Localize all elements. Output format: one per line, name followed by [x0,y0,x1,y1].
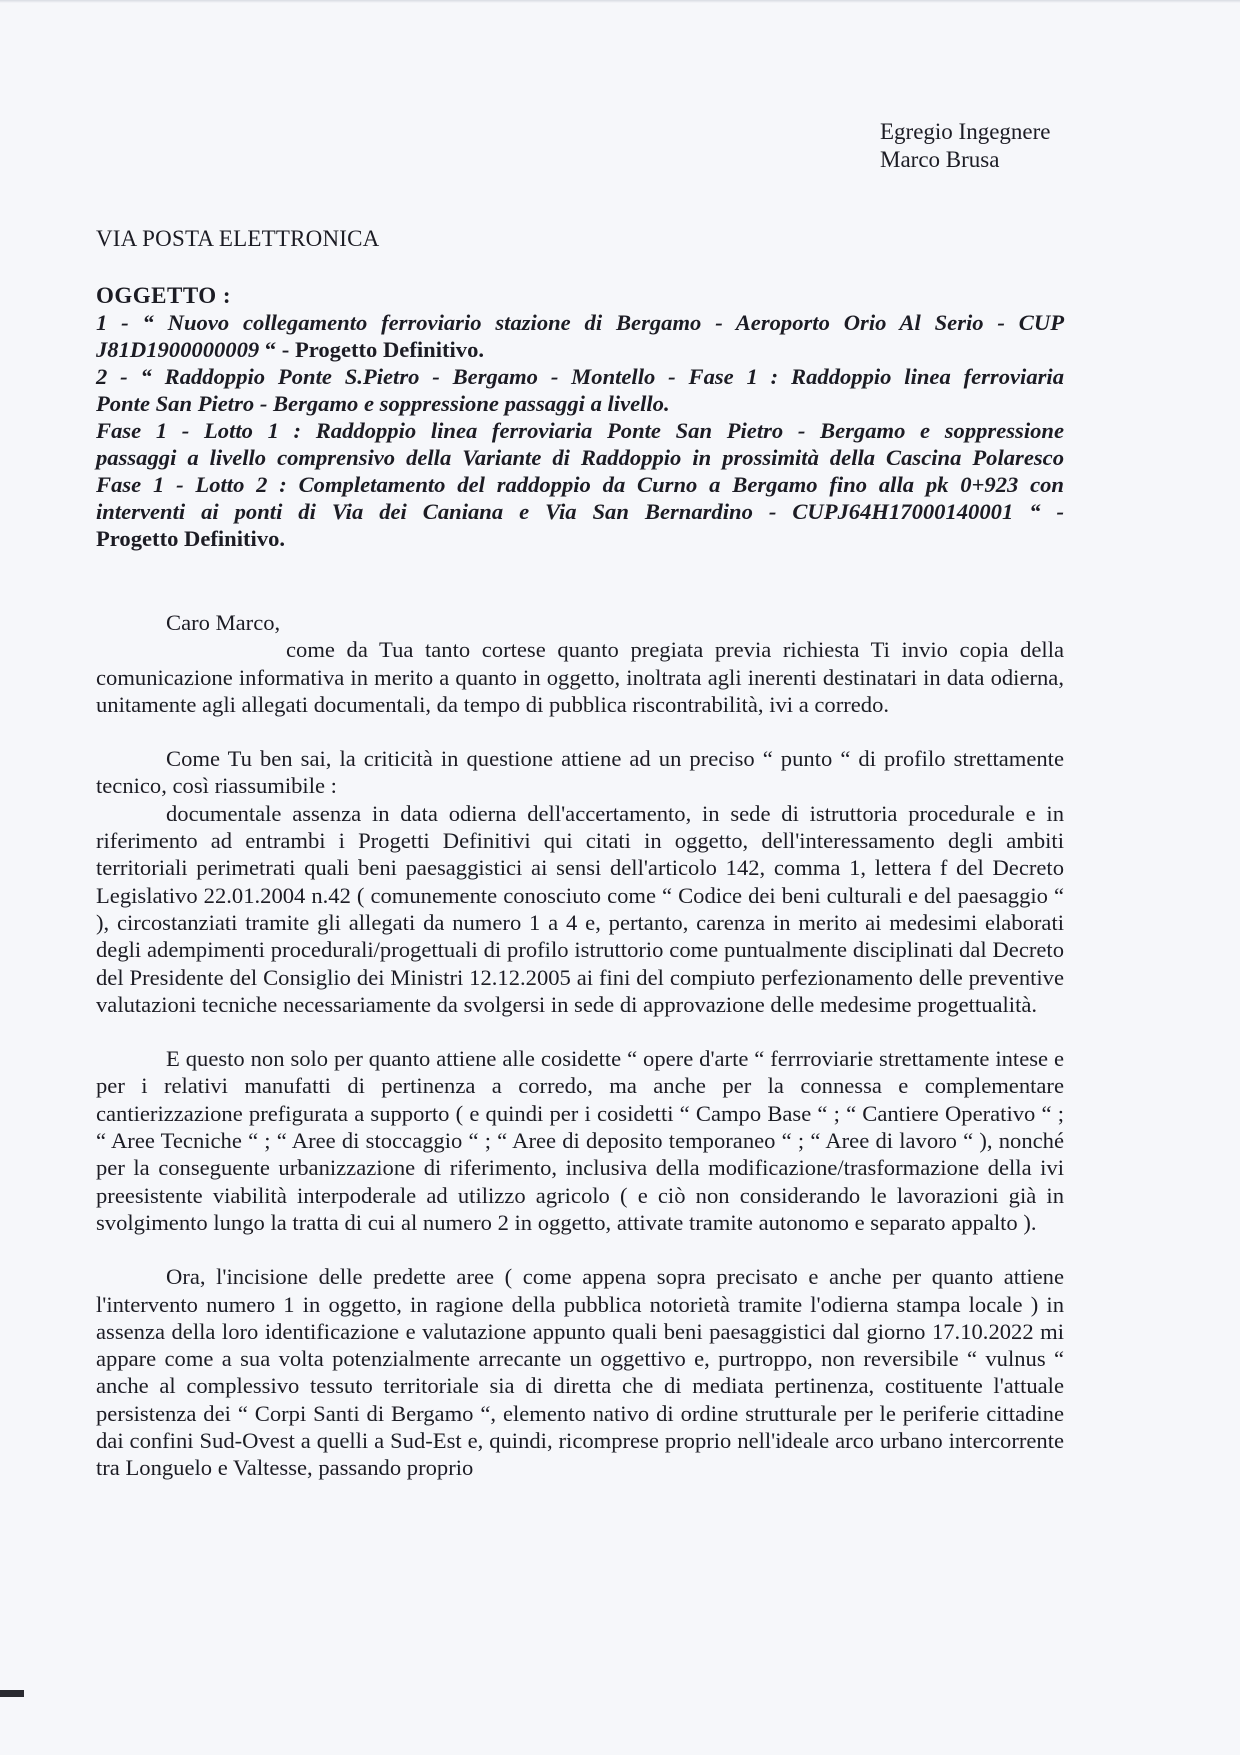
subject-heading: OGGETTO : [96,283,232,308]
letter-body [96,609,1064,1482]
delivery-channel: VIA POSTA ELETTRONICA [96,226,380,251]
subject-lotto1-line1: Fase 1 - Lotto 1 : Raddoppio linea ferroviaria Ponte San Pietro - Bergamo e soppressione [96,418,1064,443]
subject-item2-line1: 2 - “ Raddoppio Ponte S.Pietro - Bergamo - Montello - Fase 1 : Raddoppio linea ferroviaria [96,364,1064,389]
subject-lotto2-line1: Fase 1 - Lotto 2 : Completamento del raddoppio da Curno a Bergamo fino alla pk 0+923 con [96,472,1064,497]
subject-item1-line1: 1 - “ Nuovo collegamento ferroviario stazione di Bergamo - Aeroporto Orio Al Serio - CUP [96,310,1064,335]
paragraph-5: Ora, l'incisione delle predette aree ( come appena sopra precisato e anche per quanto attiene l'intervento numero 1 in oggetto, in ragione della pubblica notorietà tramite l'odierna stampa locale ) in assenza della loro identificazione e valutazione appunto quali beni paesaggistici dal giorno 17.10.2022 mi appare come a sua volta potenzialmente arrecante un oggettivo e, purtroppo, non reversibile “ vulnus “ anche al complessivo tessuto territoriale sia di diretta che di mediata pertinenza, costituente l'attuale persistenza dei “ Corpi Santi di Bergamo “, elemento nativo di ordine strutturale per le periferie cittadine dai confini Sud-Ovest a quelli a Sud-Est e, quindi, ricomprese proprio nell'ideale arco urbano intercorrente tra Longuelo e Valtesse, passando proprio [96,1264,1064,1481]
scan-edge [0,0,1240,3]
recipient-name: Marco Brusa [880,147,1000,172]
paragraph-2: Come Tu ben sai, la criticità in questione attiene ad un preciso “ punto “ di profilo strettamente tecnico, così riassumibile : [96,746,1064,799]
scan-mark [0,1690,24,1697]
paragraph-4: E questo non solo per quanto attiene alle cosidette “ opere d'arte “ ferrroviarie strettamente intese e per i relativi manufatti di pertinenza a corredo, ma anche per la connessa e complementare cantierizzazione prefigurata a supporto ( e quindi per i cosidetti “ Campo Base “ ; “ Cantiere Operativo “ ; “ Aree Tecniche “ ; “ Aree di stoccaggio “ ; “ Aree di deposito temporaneo “ ; “ Aree di lavoro “ ), nonché per la conseguente urbanizzazione di riferimento, inclusiva della modificazione/trasformazione della ivi preesistente viabilità interpoderale ad utilizzo agricolo ( e ciò non considerando le lavorazioni già in svolgimento lungo la tratta di cui al numero 2 in oggetto, attivate tramite autonomo e separato appalto ). [96,1046,1064,1235]
paragraph-3: documentale assenza in data odierna dell'accertamento, in sede di istruttoria procedurale e in riferimento ad entrambi i Progetti Definitivi qui citati in oggetto, dell'interessamento degli ambiti territoriali perimetrati quali beni paesaggistici ai sensi dell'articolo 142, comma 1, lettera f del Decreto Legislativo 22.01.2004 n.42 ( comunemente conosciuto come “ Codice dei beni culturali e del paesaggio “ ), circostanziati tramite gli allegati da numero 1 a 4 e, pertanto, carenza in merito ai medesimi elaborati degli adempimenti procedurali/progettuali di profilo istruttorio come puntualmente disciplinati dal Decreto del Presidente del Consiglio dei Ministri 12.12.2005 ai fini del compiuto perfezionamento delle preventive valutazioni tecniche necessariamente da svolgersi in sede di approvazione delle medesime progettualità. [96,800,1064,1017]
recipient-block [880,118,1051,174]
salutation: Caro Marco, [166,610,281,635]
subject-lotto1-line2: passaggi a livello comprensivo della Variante di Raddoppio in prossimità della Cascina Polaresco [96,445,1064,470]
subject-item2-line2: Ponte San Pietro - Bergamo e soppressione passaggi a livello. [96,391,670,416]
paragraph-1: come da Tua tanto cortese quanto pregiata previa richiesta Ti invio copia della comunicazione informativa in merito a quanto in oggetto, inoltrata agli inerenti destinatari in data odierna, unitamente agli allegati documentali, da tempo di pubblica riscontrabilità, ivi a corredo. [96,637,1064,717]
subject-lotto2-line3: Progetto Definitivo. [96,526,286,551]
subject-item1-line2: J81D1900000009 “ - Progetto Definitivo. [96,337,485,362]
recipient-title: Egregio Ingegnere [880,119,1051,144]
subject-lotto2-line2: interventi ai ponti di Via dei Caniana e Via San Bernardino - CUPJ64H17000140001 “ - [96,499,1064,524]
subject-block [96,282,1064,552]
